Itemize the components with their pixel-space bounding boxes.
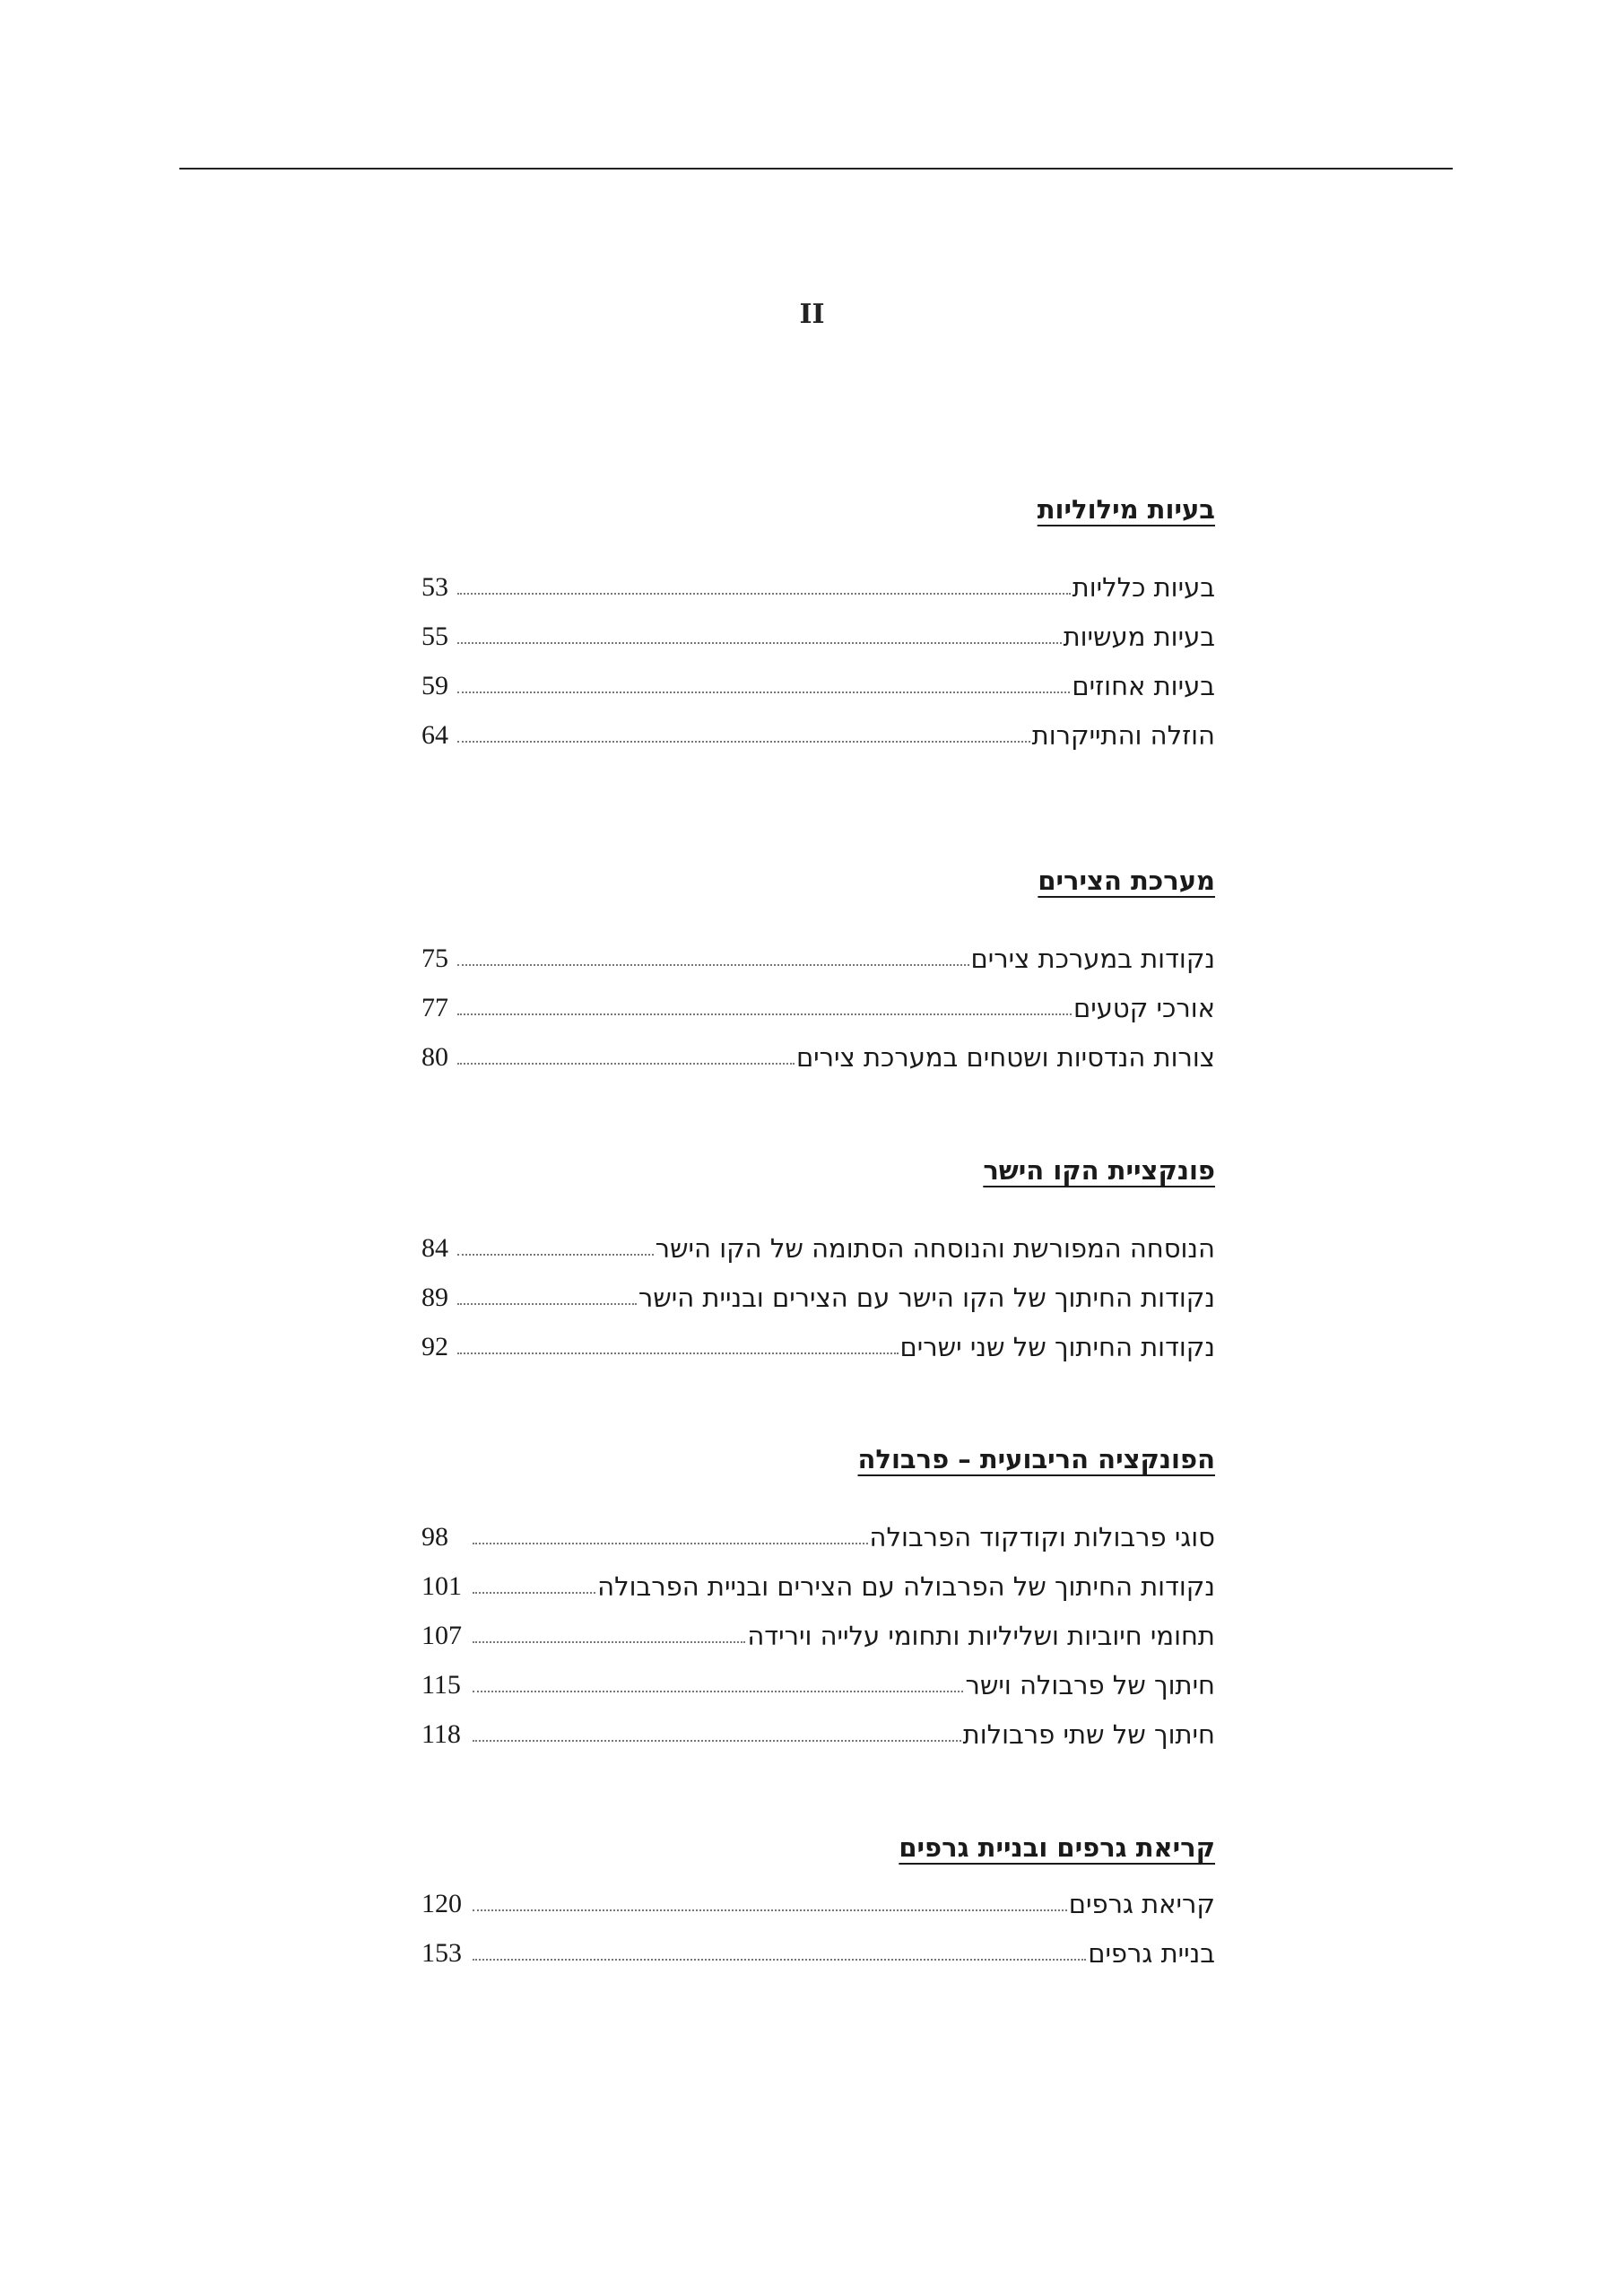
section-entries [421, 556, 1215, 753]
toc-entry[interactable] [421, 927, 1215, 977]
toc-entry[interactable] [421, 1555, 1215, 1605]
dot-leader [473, 1909, 1067, 1911]
entry-title: בעיות אחוזים [1072, 671, 1215, 701]
dot-leader [457, 1062, 795, 1065]
dot-leader [473, 1591, 595, 1594]
section-coordinate-system [421, 863, 1215, 1075]
entry-title: סוגי פרבולות וקודקוד הפרבולה [869, 1522, 1215, 1552]
dot-leader [473, 1542, 868, 1544]
entry-page-number: 115 [421, 1670, 461, 1700]
toc-entry[interactable] [421, 1506, 1215, 1555]
dot-leader [457, 1013, 1072, 1015]
dot-leader [473, 1739, 961, 1742]
dot-leader [457, 641, 1062, 644]
section-word-problems [421, 491, 1215, 753]
entry-page-number: 80 [421, 1042, 448, 1072]
entry-title: הנוסחה המפורשת והנוסחה הסתומה של הקו הישר [655, 1233, 1215, 1264]
dot-leader [473, 1690, 963, 1692]
entry-page-number: 84 [421, 1233, 448, 1263]
entry-page-number: 98 [421, 1522, 448, 1552]
entry-title: בניית גרפים [1088, 1938, 1215, 1969]
dot-leader [457, 1253, 654, 1256]
toc-entry[interactable] [421, 605, 1215, 655]
section-linear-function [421, 1152, 1215, 1365]
section-entries [421, 927, 1215, 1075]
entry-page-number: 77 [421, 993, 448, 1022]
section-quadratic-function [421, 1441, 1215, 1752]
entry-page-number: 101 [421, 1571, 462, 1601]
entry-page-number: 107 [421, 1621, 462, 1650]
section-entries [421, 1217, 1215, 1365]
entry-title: אורכי קטעים [1073, 993, 1215, 1023]
entry-page-number: 118 [421, 1719, 461, 1749]
dot-leader [473, 1958, 1086, 1961]
section-title: מערכת הצירים [1038, 865, 1215, 896]
toc-entry[interactable] [421, 1605, 1215, 1654]
toc-entry[interactable] [421, 655, 1215, 704]
entry-title: חיתוך של שתי פרבולות [962, 1719, 1215, 1750]
dot-leader [457, 592, 1071, 595]
entry-title: הוזלה והתייקרות [1031, 720, 1215, 751]
dot-leader [457, 740, 1030, 743]
entry-page-number: 92 [421, 1332, 448, 1361]
toc-entry[interactable] [421, 1703, 1215, 1752]
entry-title: חיתוך של פרבולה וישר [965, 1670, 1215, 1700]
section-title: פונקציית הקו הישר [983, 1155, 1215, 1186]
section-title: הפונקציה הריבועית – פרבולה [857, 1444, 1215, 1474]
dot-leader [457, 1352, 899, 1354]
entry-page-number: 75 [421, 944, 448, 973]
toc-entry[interactable] [421, 1266, 1215, 1316]
entry-title: נקודות החיתוך של הפרבולה עם הצירים ובניית הפרבולה [597, 1571, 1215, 1602]
dot-leader [457, 963, 969, 966]
entry-page-number: 53 [421, 572, 448, 602]
entry-page-number: 89 [421, 1283, 448, 1312]
toc-entry[interactable] [421, 1873, 1215, 1922]
toc-entry[interactable] [421, 1922, 1215, 1971]
entry-title: קריאת גרפים [1068, 1889, 1215, 1919]
entry-title: בעיות כלליות [1072, 572, 1215, 603]
entry-title: נקודות במערכת צירים [970, 944, 1215, 974]
section-title: בעיות מילוליות [1037, 494, 1215, 525]
section-title: קריאת גרפים ובניית גרפים [899, 1832, 1215, 1863]
entry-title: צורות הנדסיות ושטחים במערכת צירים [795, 1042, 1215, 1073]
toc-entry[interactable] [421, 1654, 1215, 1703]
entry-title: נקודות החיתוך של שני ישרים [899, 1332, 1215, 1362]
dot-leader [457, 1302, 637, 1305]
entry-page-number: 153 [421, 1938, 462, 1968]
section-graphs [421, 1830, 1215, 1971]
toc-entry[interactable] [421, 1217, 1215, 1266]
dot-leader [457, 691, 1070, 693]
toc-entry[interactable] [421, 977, 1215, 1026]
page-number: II [799, 299, 825, 330]
toc-entry[interactable] [421, 704, 1215, 753]
top-rule [179, 168, 1453, 170]
entry-page-number: 59 [421, 671, 448, 700]
dot-leader [473, 1640, 745, 1643]
entry-page-number: 64 [421, 720, 448, 750]
section-entries [421, 1873, 1215, 1971]
entry-page-number: 120 [421, 1889, 462, 1918]
toc-entry[interactable] [421, 1316, 1215, 1365]
toc-entry[interactable] [421, 1026, 1215, 1075]
entry-title: תחומי חיוביות ושליליות ותחומי עלייה וירידה [747, 1621, 1215, 1651]
entry-page-number: 55 [421, 622, 448, 651]
entry-title: נקודות החיתוך של הקו הישר עם הצירים ובניית הישר [638, 1283, 1215, 1313]
toc-entry[interactable] [421, 556, 1215, 605]
section-entries [421, 1506, 1215, 1752]
entry-title: בעיות מעשיות [1063, 622, 1215, 652]
